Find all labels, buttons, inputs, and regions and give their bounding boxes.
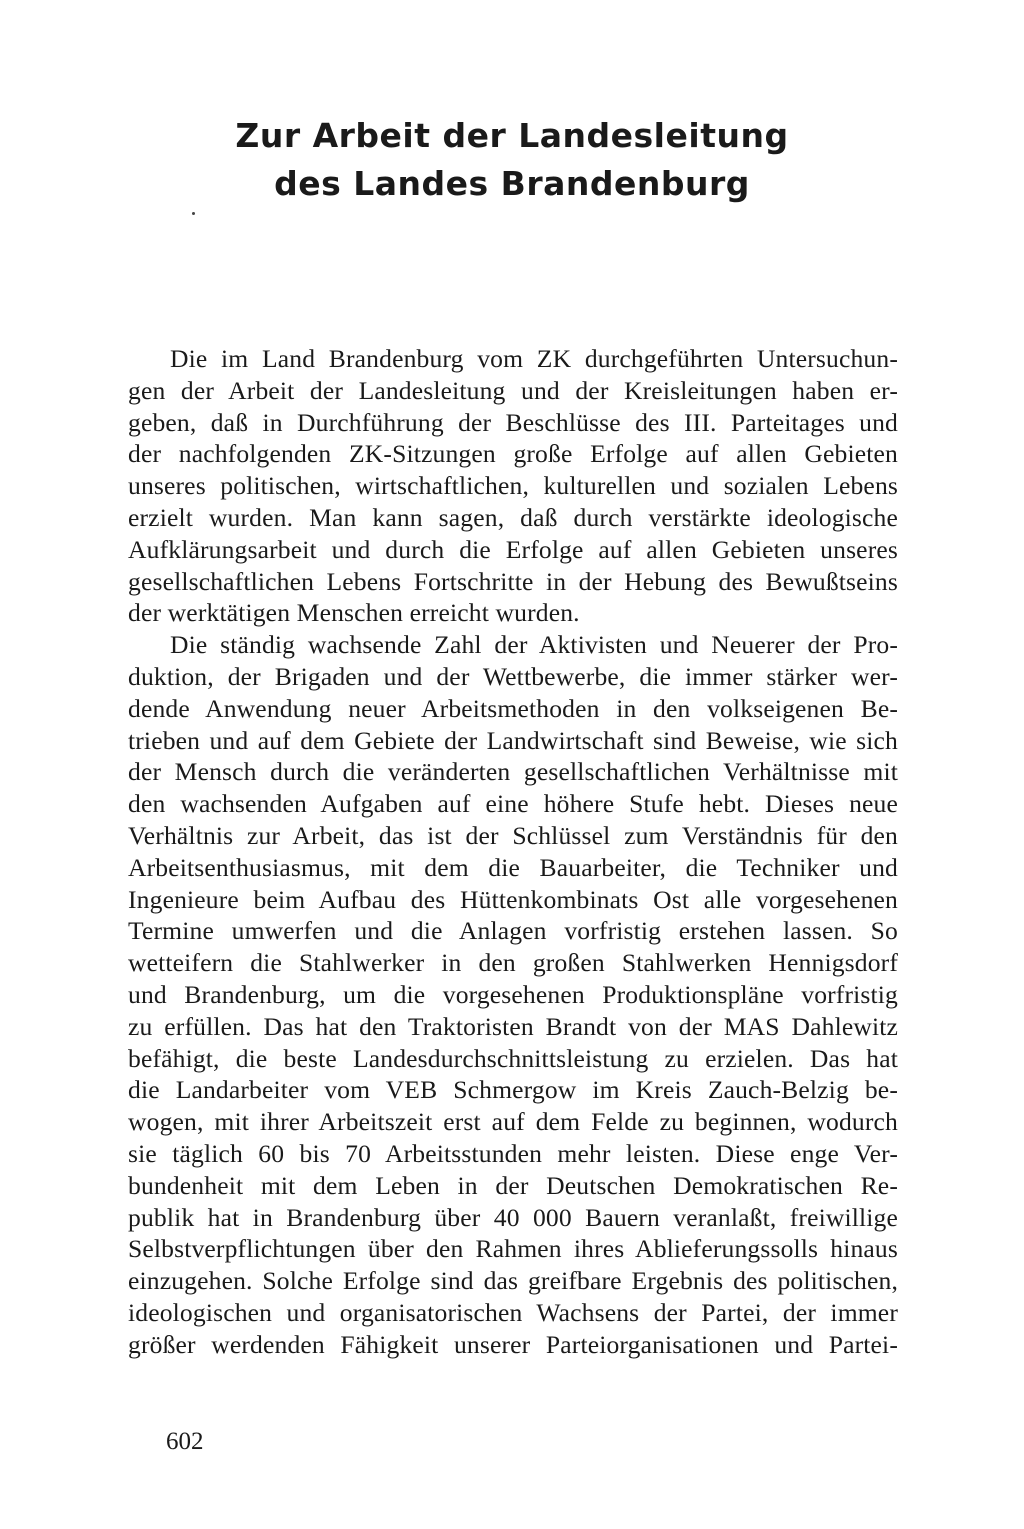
paragraph-1 xyxy=(128,343,898,629)
text-line: der Mensch durch die veränderten gesellschaftlichen Verhältnisse mit xyxy=(128,757,898,787)
text-line: sie täglich 60 bis 70 Arbeitsstunden mehr leisten. Diese enge Ver- xyxy=(128,1138,898,1168)
body-text xyxy=(128,343,898,1361)
text-line: Ingenieure beim Aufbau des Hüttenkombinats Ost alle vorgesehenen xyxy=(128,884,898,914)
text-line: bundenheit mit dem Leben in der Deutschen Demokratischen Re- xyxy=(128,1170,898,1200)
text-line: Selbstverpflichtungen über den Rahmen ihres Ablieferungssolls hinaus xyxy=(128,1234,898,1264)
text-line: den wachsenden Aufgaben auf eine höhere Stufe hebt. Dieses neue xyxy=(128,789,898,819)
text-line: geben, daß in Durchführung der Beschlüsse des III. Parteitages und xyxy=(128,407,898,437)
text-line: wogen, mit ihrer Arbeitszeit erst auf dem Felde zu beginnen, wodurch xyxy=(128,1107,898,1137)
text-line: ideologischen und organisatorischen Wachsens der Partei, der immer xyxy=(128,1297,898,1327)
page-number: 602 xyxy=(166,1428,204,1455)
text-line: Die im Land Brandenburg vom ZK durchgeführten Untersuchun- xyxy=(170,344,898,373)
text-line: der werktätigen Menschen erreicht wurden. xyxy=(128,598,580,628)
text-line: einzugehen. Solche Erfolge sind das greifbare Ergebnis des politischen, xyxy=(128,1266,898,1296)
text-line: gen der Arbeit der Landesleitung und der Kreisleitungen haben er- xyxy=(128,375,898,405)
paragraph-2 xyxy=(128,629,898,1360)
title-line-2: des Landes Brandenburg xyxy=(274,164,750,203)
text-line: Aufklärungsarbeit und durch die Erfolge auf allen Gebieten unseres xyxy=(128,534,898,564)
text-line: und Brandenburg, um die vorgesehenen Produktionspläne vorfristig xyxy=(128,979,898,1009)
text-line: publik hat in Brandenburg über 40 000 Bauern veranlaßt, freiwillige xyxy=(128,1202,898,1232)
text-line: Arbeitsenthusiasmus, mit dem die Bauarbeiter, die Techniker und xyxy=(128,852,898,882)
text-line: unseres politischen, wirtschaftlichen, kulturellen und sozialen Lebens xyxy=(128,471,898,501)
text-line: größer werdenden Fähigkeit unserer Parteiorganisationen und Partei- xyxy=(128,1329,898,1359)
text-line: befähigt, die beste Landesdurchschnittsleistung zu erzielen. Das hat xyxy=(128,1043,898,1073)
text-line: trieben und auf dem Gebiete der Landwirtschaft sind Beweise, wie sich xyxy=(128,725,898,755)
title-line-1: Zur Arbeit der Landesleitung xyxy=(235,116,789,155)
text-line: wetteifern die Stahlwerker in den großen Stahlwerken Hennigsdorf xyxy=(128,948,898,978)
print-speck xyxy=(192,212,195,215)
text-line: zu erfüllen. Das hat den Traktoristen Brandt von der MAS Dahlewitz xyxy=(128,1011,898,1041)
text-line: duktion, der Brigaden und der Wettbewerbe, die immer stärker wer- xyxy=(128,661,898,691)
text-line: die Landarbeiter vom VEB Schmergow im Kreis Zauch-Belzig be- xyxy=(128,1075,898,1105)
text-line: gesellschaftlichen Lebens Fortschritte in der Hebung des Bewußtseins xyxy=(128,566,898,596)
text-line: Verhältnis zur Arbeit, das ist der Schlüssel zum Verständnis für den xyxy=(128,820,898,850)
text-line: Die ständig wachsende Zahl der Aktivisten und Neuerer der Pro- xyxy=(170,630,898,660)
text-line: Termine umwerfen und die Anlagen vorfristig erstehen lassen. So xyxy=(128,916,898,946)
text-line: erzielt wurden. Man kann sagen, daß durch verstärkte ideologische xyxy=(128,502,898,532)
text-line: der nachfolgenden ZK-Sitzungen große Erfolge auf allen Gebieten xyxy=(128,439,898,469)
text-line: dende Anwendung neuer Arbeitsmethoden in den volkseigenen Be- xyxy=(128,693,898,723)
page-title xyxy=(150,112,874,208)
